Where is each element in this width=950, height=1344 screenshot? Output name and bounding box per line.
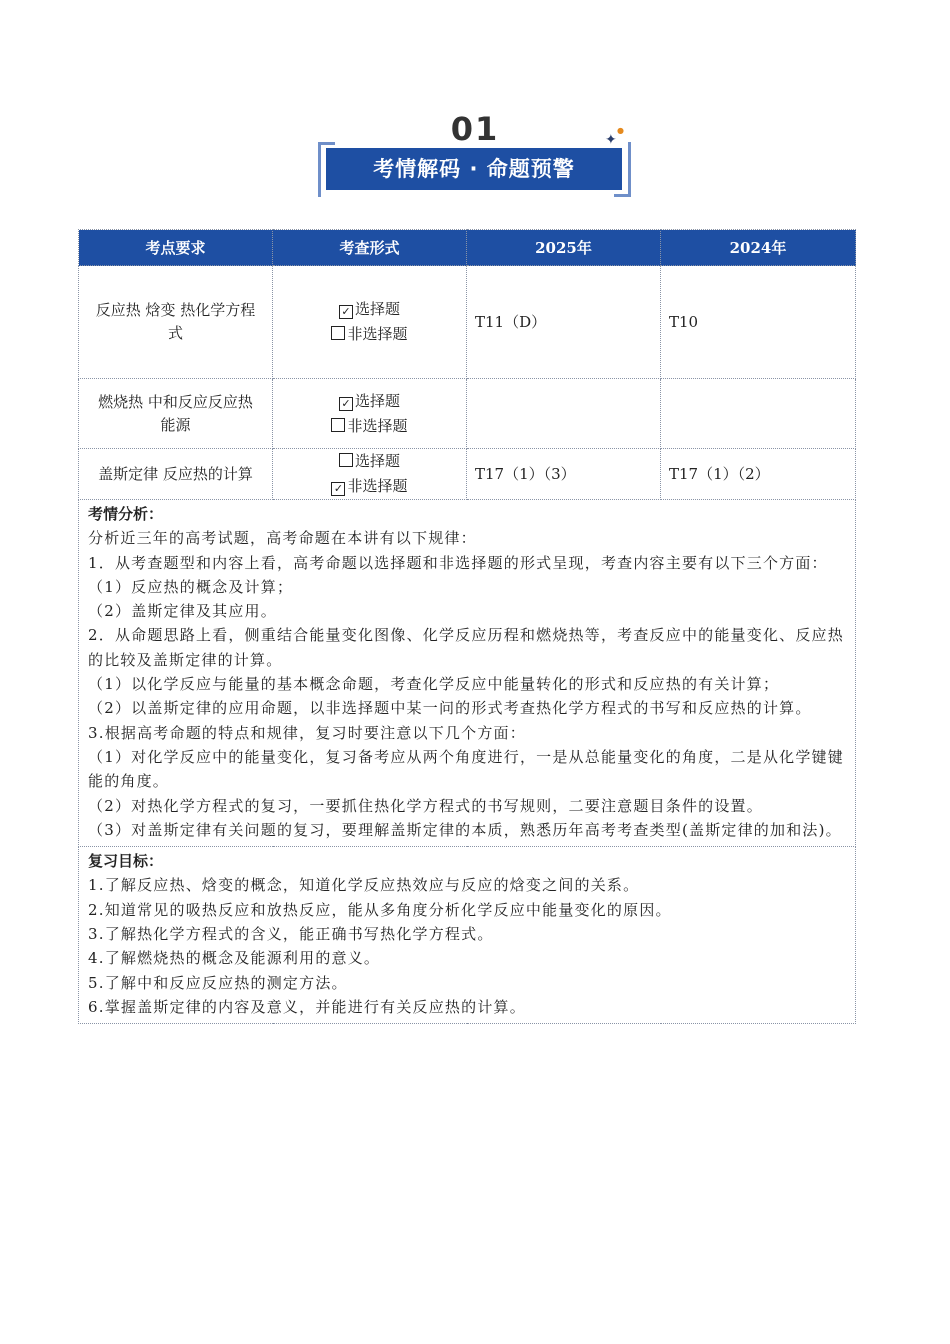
- goal-line: 4.了解燃烧热的概念及能源利用的意义。: [88, 949, 381, 968]
- year-2024-cell: T17（1）（2）: [661, 449, 856, 500]
- table-row: [79, 379, 856, 449]
- analysis-line: （1）对化学反应中的能量变化，复习备考应从两个角度进行，一是从总能量变化的角度，二是从化学键键能的角度。: [88, 747, 844, 791]
- table-header-row: [79, 230, 856, 266]
- option-label: 非选择题: [347, 416, 408, 435]
- checked-box-icon: ✓: [339, 305, 353, 319]
- checked-box-icon: ✓: [331, 482, 345, 496]
- goal-line: 3.了解热化学方程式的含义，能正确书写热化学方程式。: [88, 925, 494, 944]
- option-label: 选择题: [354, 300, 400, 318]
- topic-cell: [79, 449, 273, 500]
- option-label: 选择题: [354, 391, 400, 410]
- analysis-line: 分析近三年的高考试题，高考命题在本讲有以下规律：: [88, 529, 477, 548]
- column-header: 2025年: [467, 230, 661, 266]
- sparkle-icon: ✦: [605, 132, 617, 148]
- column-header: 考点要求: [79, 230, 273, 266]
- analysis-line: （2）盖斯定律及其应用。: [88, 602, 277, 621]
- analysis-line: （2）以盖斯定律的应用命题，以非选择题中某一问的形式考查热化学方程式的书写和反应热的计算。: [88, 699, 812, 718]
- analysis-title: 考情分析：: [88, 505, 164, 523]
- section-title-banner: 考情解码 · 命题预警: [326, 148, 622, 190]
- exam-table: [78, 229, 856, 1024]
- analysis-line: （1）反应热的概念及计算；: [88, 577, 294, 596]
- topic-cell: [79, 379, 273, 449]
- goal-line: 1.了解反应热、焓变的概念，知道化学反应热效应与反应的焓变之间的关系。: [88, 876, 640, 895]
- analysis-line: 1．从考查题型和内容上看，高考命题以选择题和非选择题的形式呈现，考查内容主要有以下三个方面：: [88, 553, 828, 572]
- analysis-line: （3）对盖斯定律有关问题的复习，要理解盖斯定律的本质，熟悉历年高考考查类型(盖斯定律的加和法)。: [88, 820, 842, 839]
- unchecked-box-icon: [331, 326, 345, 340]
- option-nonchoice: [281, 322, 458, 347]
- analysis-line: 2．从命题思路上看，侧重结合能量变化图像、化学反应历程和燃烧热等，考查反应中的能量变化、反应热的比较及盖斯定律的计算。: [88, 626, 844, 669]
- analysis-row: [79, 500, 856, 847]
- goals-row: [79, 847, 856, 1024]
- analysis-line: （2）对热化学方程式的复习，一要抓住热化学方程式的书写规则，二要注意题目条件的设置。: [88, 796, 763, 815]
- goal-line: 2.知道常见的吸热反应和放热反应，能从多角度分析化学反应中能量变化的原因。: [88, 900, 672, 919]
- option-choice: [281, 297, 458, 322]
- goals-section: [79, 847, 856, 1024]
- year-2024-cell: T10: [661, 266, 856, 379]
- unchecked-box-icon: [331, 418, 345, 432]
- topic-text: 燃烧热 中和反应反应热: [98, 392, 253, 411]
- column-header: 2024年: [661, 230, 856, 266]
- goal-line: 5.了解中和反应反应热的测定方法。: [88, 973, 348, 992]
- form-cell: [273, 266, 467, 379]
- unchecked-box-icon: [339, 453, 353, 467]
- year-2024-cell: [661, 379, 856, 449]
- topic-text: 盖斯定律 反应热的计算: [98, 464, 253, 483]
- form-cell: [273, 449, 467, 500]
- topic-text: 反应热 焓变 热化学方程式: [95, 301, 256, 342]
- option-choice: [281, 449, 458, 474]
- analysis-line: （1）以化学反应与能量的基本概念命题，考查化学反应中能量转化的形式和反应热的有关计算；: [88, 675, 780, 694]
- option-nonchoice: [281, 474, 458, 499]
- option-label: 非选择题: [347, 325, 408, 343]
- year-2025-cell: T17（1）（3）: [467, 449, 661, 500]
- column-header: 考查形式: [273, 230, 467, 266]
- form-cell: [273, 379, 467, 449]
- table-row: [79, 449, 856, 500]
- year-2025-cell: T11（D）: [467, 266, 661, 379]
- option-choice: [281, 389, 458, 414]
- analysis-section: [79, 500, 856, 847]
- year-2025-cell: [467, 379, 661, 449]
- analysis-line: 3.根据高考命题的特点和规律，复习时要注意以下几个方面：: [88, 723, 526, 742]
- goal-line: 6.掌握盖斯定律的内容及意义，并能进行有关反应热的计算。: [88, 997, 526, 1016]
- table-row: [79, 266, 856, 379]
- goals-title: 复习目标：: [88, 852, 164, 871]
- checked-box-icon: ✓: [339, 397, 353, 411]
- topic-cell: [79, 266, 273, 379]
- section-number: 01: [450, 110, 500, 148]
- option-label: 选择题: [354, 452, 400, 470]
- option-label: 非选择题: [347, 477, 408, 495]
- dot-icon: ●: [617, 126, 624, 135]
- topic-text: 能源: [160, 415, 191, 434]
- option-nonchoice: [281, 414, 458, 439]
